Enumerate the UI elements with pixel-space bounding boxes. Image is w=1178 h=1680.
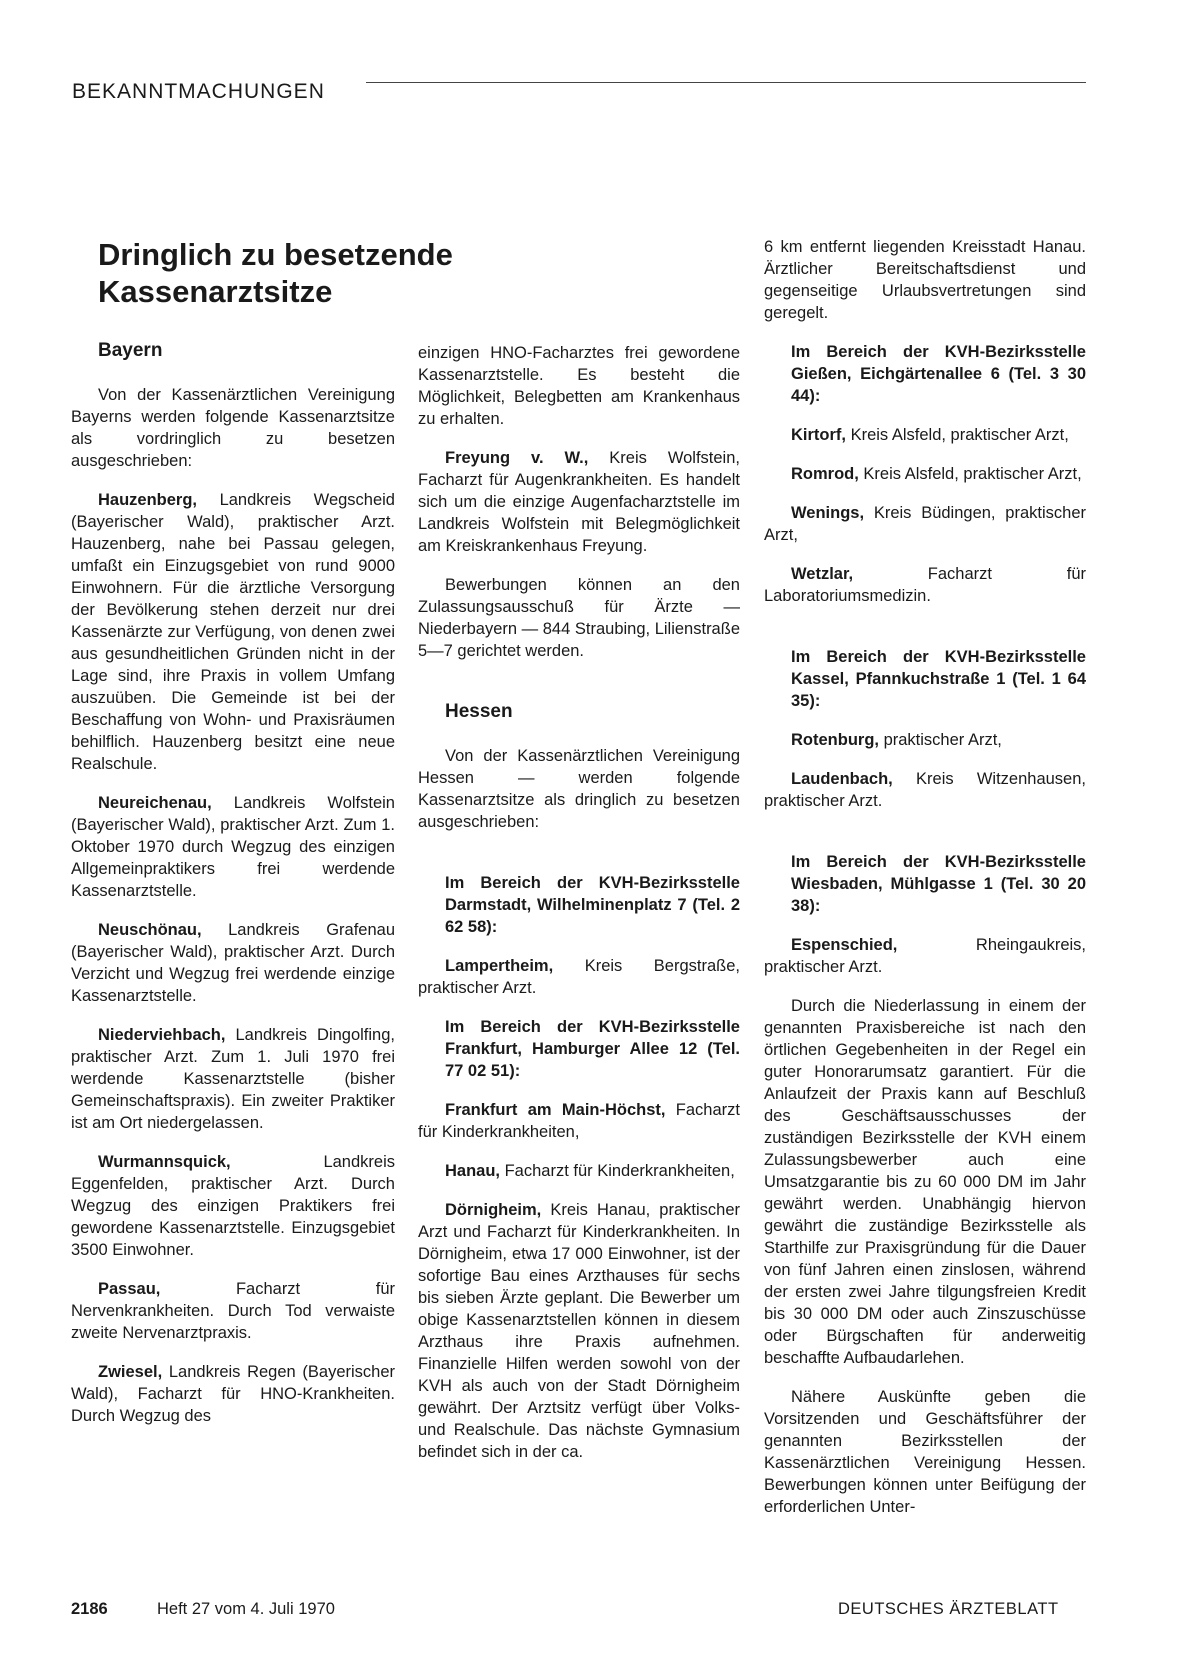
- list-item: Neuschönau, Landkreis Grafenau (Bayerischer Wald), praktischer Arzt. Durch Verzicht und Wegzug frei werdende einzige Kassenarztstelle.: [71, 921, 395, 1005]
- continued-text: einzigen HNO-Facharztes frei gewordene Kassenarztstelle. Es besteht die Möglichkeit, Belegbetten am Krankenhaus zu erhalten.: [418, 344, 740, 428]
- list-item: Frankfurt am Main-Höchst, Facharzt für Kinderkrankheiten,: [418, 1101, 740, 1141]
- column-2: [418, 342, 740, 1480]
- list-item: Niederviehbach, Landkreis Dingolfing, praktischer Arzt. Zum 1. Juli 1970 frei werdende Kassenarztstelle (bisher Gemeinschaftspraxis). Ein zweiter Praktiker ist am Ort niedergelassen.: [71, 1026, 395, 1132]
- issue-info: Heft 27 vom 4. Juli 1970: [157, 1600, 335, 1618]
- list-item: Lampertheim, Kreis Bergstraße, praktischer Arzt.: [418, 957, 740, 997]
- section-label: BEKANNTMACHUNGEN: [72, 80, 325, 103]
- article-title: Dringlich zu besetzende Kassenarztsitze: [98, 237, 453, 309]
- bewerbungen-paragraph: Bewerbungen können an den Zulassungsausschuß für Ärzte — Niederbayern — 844 Straubing, Lilienstraße 5—7 gerichtet werden.: [418, 576, 740, 660]
- list-item: Espenschied, Rheingaukreis, praktischer Arzt.: [764, 936, 1086, 976]
- list-item: Dörnigheim, Kreis Hanau, praktischer Arzt und Facharzt für Kinderkrankheiten. In Dörnigheim, etwa 17 000 Einwohner, ist der sofortige Bau eines Arzthauses für sechs bis sieben Ärzte geplant. Die Bewerber um obige Kassenarztstellen können in diesem Arzthaus ihre Praxis aufnehmen. Finanzielle Hilfen werden sowohl von der KVH als auch von der Stadt Dörnigheim gewährt. Der Arztsitz verfügt über Volks- und Realschule. Das nächste Gymnasium befindet sich in der ca.: [418, 1201, 740, 1461]
- kvh-district-wiesbaden: Im Bereich der KVH-Bezirksstelle Wiesbaden, Mühlgasse 1 (Tel. 30 20 38):: [791, 853, 1086, 915]
- column-1: [71, 340, 395, 1444]
- list-item: Zwiesel, Landkreis Regen (Bayerischer Wald), Facharzt für HNO-Krankheiten. Durch Wegzug des: [71, 1363, 395, 1425]
- auskuenfte-paragraph: Nähere Auskünfte geben die Vorsitzenden und Geschäftsführer der genannten Bezirksstellen der Kassenärztlichen Vereinigung Hessen. Bewerbungen können unter Beifügung der erforderlichen Unter-: [764, 1388, 1086, 1516]
- bayern-intro: Von der Kassenärztlichen Vereinigung Bayerns werden folgende Kassenarztsitze als vordringlich zu besetzen ausgeschrieben:: [71, 386, 395, 470]
- list-item: Laudenbach, Kreis Witzenhausen, praktischer Arzt.: [764, 770, 1086, 810]
- niederlassung-paragraph: Durch die Niederlassung in einem der genannten Praxisbereiche ist nach den örtlichen Gegebenheiten in der Regel ein guter Honorarumsatz garantiert. Für die Anlaufzeit der Praxis kann auf Beschluß des Geschäftsausschusses der zuständigen Bezirksstelle der KVH einem Zulassungsbewerber auch eine Umsatzgarantie bis zu 60 000 DM im Jahr gewährt werden. Unabhängig hiervon gewährt die zuständige Bezirksstelle als Starthilfe zur Praxisgründung für die Dauer von fünf Jahren einen zinslosen, während der ersten zwei Jahre tilgungsfreien Kredit bis 30 000 DM oder auch Zinszuschüsse oder Bürgschaften für anderweitig beschaffte Aufbaudarlehen.: [764, 997, 1086, 1367]
- list-item: Passau, Facharzt für Nervenkrankheiten. Durch Tod verwaiste zweite Nervenarztpraxis.: [71, 1280, 395, 1342]
- continued-text: 6 km entfernt liegenden Kreisstadt Hanau. Ärztlicher Bereitschaftsdienst und gegenseitige Urlaubsvertretungen sind geregelt.: [764, 238, 1086, 322]
- kvh-district-darmstadt: Im Bereich der KVH-Bezirksstelle Darmstadt, Wilhelminenplatz 7 (Tel. 2 62 58):: [445, 874, 740, 936]
- column-3: [764, 236, 1086, 1535]
- section-heading-hessen: Hessen: [445, 701, 513, 722]
- list-item: Hanau, Facharzt für Kinderkrankheiten,: [445, 1162, 735, 1180]
- kvh-district-frankfurt: Im Bereich der KVH-Bezirksstelle Frankfurt, Hamburger Allee 12 (Tel. 77 02 51):: [445, 1018, 740, 1080]
- header-divider: [366, 82, 1086, 83]
- list-item: Kirtorf, Kreis Alsfeld, praktischer Arzt,: [791, 426, 1069, 444]
- section-heading-bayern: Bayern: [98, 340, 163, 361]
- list-item: Hauzenberg, Landkreis Wegscheid (Bayerischer Wald), praktischer Arzt. Hauzenberg, nahe bei Passau gelegen, umfaßt ein Einzugsgebiet von rund 9000 Einwohnern. Für die ärztliche Versorgung der Bevölkerung stehen derzeit nur drei Kassenärzte zur Verfügung, von denen zwei aus gesundheitlichen Gründen nicht in der Lage sind, ihre Praxis in vollem Umfang auszuüben. Die Gemeinde ist bei der Beschaffung von Wohn- und Praxisräumen behilflich. Hauzenberg besitzt eine neue Realschule.: [71, 491, 395, 773]
- list-item: Wurmannsquick, Landkreis Eggenfelden, praktischer Arzt. Durch Wegzug des einzigen Praktikers frei gewordene Kassenarztstelle. Einzugsgebiet 3500 Einwohner.: [71, 1153, 395, 1259]
- list-item: Wetzlar, Facharzt für Laboratoriumsmedizin.: [764, 565, 1086, 605]
- kvh-district-giessen: Im Bereich der KVH-Bezirksstelle Gießen, Eichgärtenallee 6 (Tel. 3 30 44):: [791, 343, 1086, 405]
- list-item: Romrod, Kreis Alsfeld, praktischer Arzt,: [791, 465, 1082, 483]
- list-item: Wenings, Kreis Büdingen, praktischer Arzt,: [764, 504, 1086, 544]
- list-item: Freyung v. W., Kreis Wolfstein, Facharzt für Augenkrankheiten. Es handelt sich um die einzige Augenfacharztstelle im Landkreis Wolfstein mit Belegmöglichkeit am Kreiskrankenhaus Freyung.: [418, 449, 740, 555]
- page-number: 2186: [71, 1600, 108, 1618]
- list-item: Neureichenau, Landkreis Wolfstein (Bayerischer Wald), praktischer Arzt. Zum 1. Oktober 1970 durch Wegzug des einzigen Allgemeinpraktikers frei werdende Kassenarztstelle.: [71, 794, 395, 900]
- hessen-intro: Von der Kassenärztlichen Vereinigung Hessen — werden folgende Kassenarztsitze als dringlich zu besetzen ausgeschrieben:: [418, 747, 740, 831]
- kvh-district-kassel: Im Bereich der KVH-Bezirksstelle Kassel, Pfannkuchstraße 1 (Tel. 1 64 35):: [791, 648, 1086, 710]
- list-item: Rotenburg, praktischer Arzt,: [791, 731, 1002, 749]
- journal-name: DEUTSCHES ÄRZTEBLATT: [838, 1600, 1059, 1618]
